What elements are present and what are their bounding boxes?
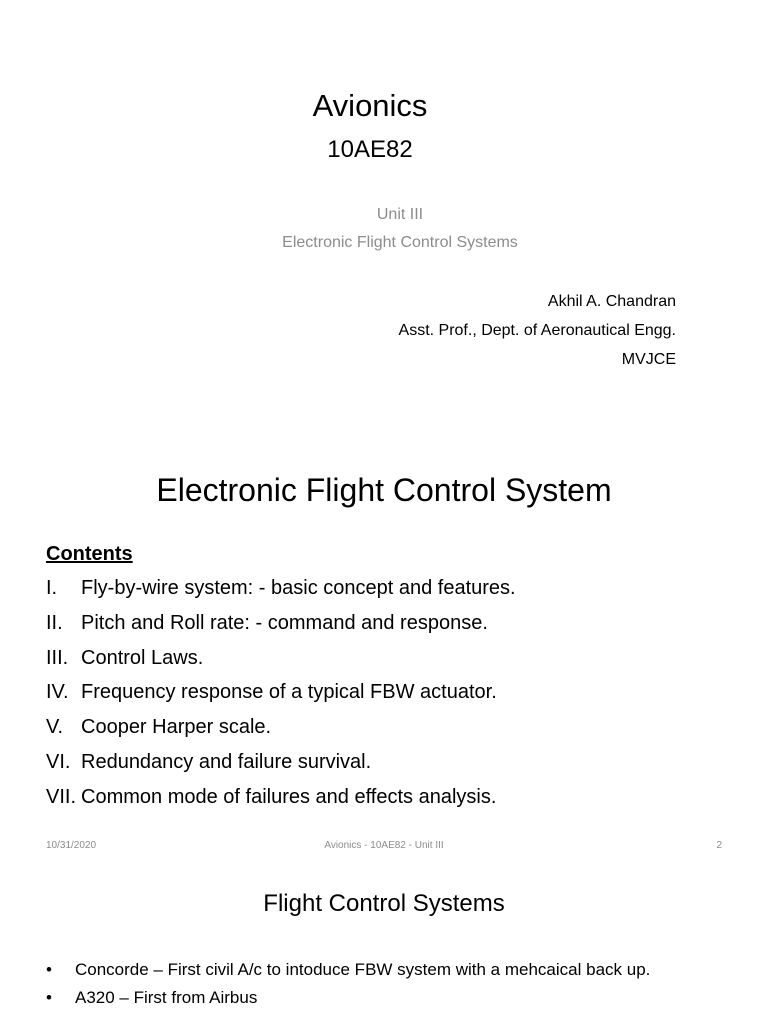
item-text: Fly-by-wire system: - basic concept and features. [81, 577, 516, 599]
author-role: Asst. Prof., Dept. of Aeronautical Engg. [398, 322, 676, 339]
list-item [46, 644, 516, 679]
list-item [46, 985, 722, 1011]
list-item [46, 783, 516, 818]
institution: MVJCE [621, 351, 676, 368]
item-number: IV. [46, 681, 69, 704]
item-text: Redundancy and failure survival. [81, 750, 372, 773]
item-number: II. [46, 611, 63, 634]
item-number: VII. [46, 785, 77, 808]
topic-label: Electronic Flight Control Systems [282, 234, 518, 251]
contents-slide [0, 455, 768, 860]
footer-title: Avionics - 10AE82 - Unit III [324, 840, 444, 851]
bullet-icon: • [46, 988, 52, 1007]
page-number: 2 [716, 840, 722, 851]
item-text: Pitch and Roll rate: - command and response. [81, 611, 488, 634]
list-item [46, 957, 722, 983]
item-number: III. [46, 646, 69, 669]
item-text: Cooper Harper scale. [81, 716, 272, 739]
list-item [46, 574, 516, 609]
contents-heading: Contents [46, 543, 133, 565]
slide-title: Flight Control Systems [263, 890, 505, 917]
item-number: VI. [46, 750, 71, 773]
footer-date: 10/31/2020 [46, 840, 97, 851]
slide-title: Electronic Flight Control System [156, 472, 612, 508]
flight-control-slide [0, 860, 768, 1024]
bullet-text: A320 – First from Airbus [75, 988, 258, 1007]
item-text: Frequency response of a typical FBW actuator. [81, 681, 497, 704]
list-item [46, 609, 516, 644]
list-item [46, 713, 516, 748]
author-name: Akhil A. Chandran [547, 293, 676, 310]
list-item [46, 678, 516, 713]
bullet-text: Concorde – First civil A/c to intoduce FBW system with a mehcaical back up. [75, 960, 651, 979]
item-text: Control Laws. [81, 646, 204, 669]
course-code: 10AE82 [327, 136, 413, 163]
title-slide [0, 0, 768, 432]
bullet-icon: • [46, 960, 52, 979]
item-number: V. [46, 716, 64, 739]
contents-list [46, 574, 516, 818]
list-item [46, 748, 516, 783]
unit-label: Unit III [376, 206, 424, 223]
presentation-title: Avionics [312, 88, 428, 123]
item-text: Common mode of failures and effects analysis. [81, 785, 497, 808]
bullet-list [46, 957, 722, 1013]
item-number: I. [46, 577, 58, 599]
